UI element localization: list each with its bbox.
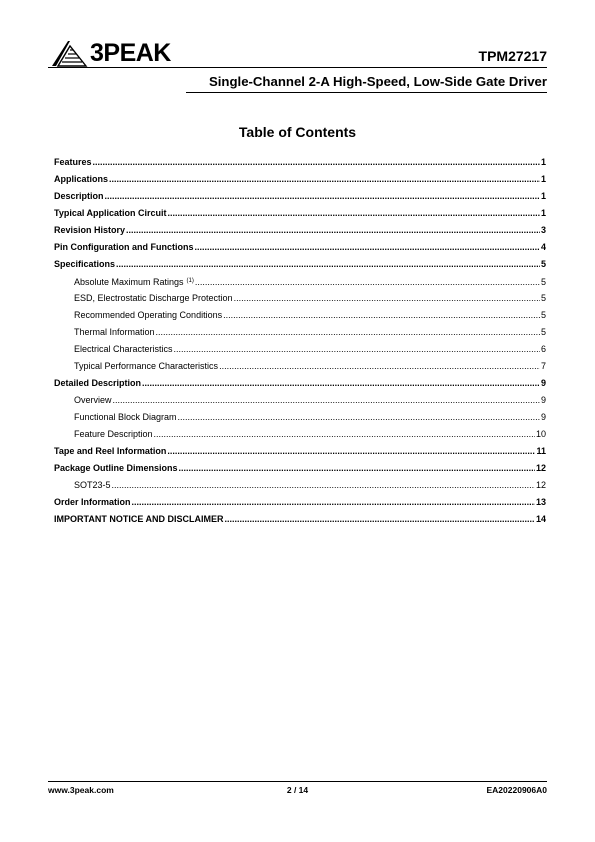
toc-entry-page[interactable]: 1 (540, 174, 546, 184)
toc-entry-text: ESD, Electrostatic Discharge Protection (74, 293, 233, 303)
toc-entry[interactable] (54, 341, 546, 358)
toc-entry-page[interactable]: 11 (536, 446, 546, 456)
toc-entry-text: Typical Performance Characteristics (74, 361, 219, 371)
toc-entry-label[interactable] (74, 341, 173, 358)
toc-entry-label[interactable] (54, 171, 108, 188)
toc-entry[interactable] (54, 392, 546, 409)
page-header (48, 34, 547, 94)
company-logo (50, 36, 171, 70)
toc-entry-label[interactable] (74, 290, 233, 307)
toc-entry-text: Electrical Characteristics (74, 344, 173, 354)
toc-entry-text: Specifications (54, 259, 116, 269)
document-title: Single-Channel 2-A High-Speed, Low-Side Gate Driver (208, 74, 547, 89)
toc-entry[interactable] (54, 494, 546, 511)
document-code: EA20220906A0 (486, 785, 547, 795)
toc-entry-page[interactable]: 5 (540, 327, 546, 337)
toc-entry-text: Features (54, 157, 92, 167)
dot-leader (156, 324, 540, 341)
toc-entry[interactable] (54, 188, 546, 205)
toc-entry[interactable] (54, 154, 546, 171)
toc-entry-label[interactable] (54, 375, 141, 392)
toc-entry-page[interactable]: 12 (535, 480, 546, 490)
toc-entry[interactable] (54, 307, 546, 324)
toc-entry-text: Description (54, 191, 104, 201)
toc-entry[interactable] (54, 477, 546, 494)
toc-entry[interactable] (54, 426, 546, 443)
toc-entry-page[interactable]: 5 (540, 293, 546, 303)
dot-leader (109, 171, 540, 188)
toc-entry-page[interactable]: 1 (540, 208, 546, 218)
toc-entry-label[interactable] (54, 222, 125, 239)
toc-entry-page[interactable]: 14 (535, 514, 546, 524)
dot-leader (219, 358, 540, 375)
dot-leader (179, 460, 535, 477)
page-footer (48, 781, 547, 801)
dot-leader (225, 511, 535, 528)
toc-entry-page[interactable]: 5 (540, 259, 546, 269)
toc-heading: Table of Contents (238, 124, 357, 140)
dot-leader (195, 239, 540, 256)
dot-leader (223, 307, 540, 324)
dot-leader (93, 154, 540, 171)
toc-entry[interactable] (54, 409, 546, 426)
toc-entry-page[interactable]: 13 (535, 497, 546, 507)
toc-entry-text: IMPORTANT NOTICE AND DISCLAIMER (54, 514, 224, 524)
toc-entry-text: SOT23-5 (74, 480, 111, 490)
part-number: TPM27217 (478, 48, 547, 64)
toc-entry-page[interactable]: 9 (540, 378, 546, 388)
toc-entry-page[interactable]: 3 (540, 225, 546, 235)
toc-entry-label[interactable] (74, 477, 111, 494)
toc-entry[interactable] (54, 443, 546, 460)
toc-entry-label[interactable] (54, 494, 131, 511)
toc-entry-label[interactable] (54, 443, 166, 460)
toc-entry-text: Detailed Description (54, 378, 142, 388)
toc-entry-label[interactable] (74, 324, 155, 341)
footer-divider (48, 781, 547, 782)
toc-entry-page[interactable]: 7 (540, 361, 546, 371)
dot-leader (154, 426, 535, 443)
toc-entry[interactable] (54, 239, 546, 256)
toc-entry-label[interactable] (74, 409, 177, 426)
toc-entry[interactable] (54, 205, 546, 222)
footer-website-link[interactable]: www.3peak.com (48, 785, 114, 795)
toc-entry-text: Feature Description (74, 429, 153, 439)
toc-entry-page[interactable]: 6 (540, 344, 546, 354)
toc-entry-label[interactable] (54, 154, 92, 171)
toc-entry-page[interactable]: 4 (540, 242, 546, 252)
toc-entry-text: Tape and Reel Information (54, 446, 167, 456)
toc-entry-text: Overview (74, 395, 112, 405)
toc-entry-label[interactable] (54, 239, 194, 256)
toc-entry-label[interactable] (74, 307, 222, 324)
logo-text: 3PEAK (90, 38, 171, 67)
toc-entry[interactable] (54, 324, 546, 341)
dot-leader (113, 392, 540, 409)
toc-entry[interactable] (54, 460, 546, 477)
toc-entry-page[interactable]: 5 (540, 310, 546, 320)
peak-logo-icon (50, 38, 88, 68)
toc-entry[interactable] (54, 375, 546, 392)
footnote-marker: (1) (186, 278, 194, 284)
dot-leader (178, 409, 540, 426)
toc-entry-label[interactable] (54, 511, 224, 528)
toc-entry[interactable] (54, 273, 546, 290)
toc-entry-label[interactable] (74, 273, 194, 291)
toc-entry[interactable] (54, 511, 546, 528)
toc-entry-page[interactable]: 1 (540, 157, 546, 167)
toc-entry-page[interactable]: 10 (535, 429, 546, 439)
dot-leader (167, 443, 535, 460)
toc-entry-text: Typical Application Circuit (54, 208, 167, 218)
dot-leader (234, 290, 540, 307)
toc-entry-page[interactable]: 1 (540, 191, 546, 201)
toc-entry-text: Functional Block Diagram (74, 412, 177, 422)
dot-leader (168, 205, 540, 222)
toc-entry[interactable] (54, 256, 546, 273)
header-divider (48, 67, 547, 68)
dot-leader (132, 494, 535, 511)
toc-entry[interactable] (54, 358, 546, 375)
toc-entry[interactable] (54, 290, 546, 307)
dot-leader (142, 375, 540, 392)
toc-entry-label[interactable] (54, 460, 178, 477)
toc-entry-label[interactable] (74, 392, 112, 409)
dot-leader (195, 274, 540, 291)
toc-entry-text: Pin Configuration and Functions (54, 242, 194, 252)
toc-entry[interactable] (54, 171, 546, 188)
toc-entry[interactable] (54, 222, 546, 239)
dot-leader (112, 477, 535, 494)
title-underline (186, 92, 547, 93)
toc-entry-page[interactable]: 9 (540, 395, 546, 405)
toc-entry-page[interactable]: 5 (540, 277, 546, 287)
dot-leader (116, 256, 540, 273)
toc-entry-text: Revision History (54, 225, 126, 235)
toc-entry-text: Thermal Information (74, 327, 155, 337)
toc-entry-page[interactable]: 12 (535, 463, 546, 473)
toc-entry-label[interactable] (74, 358, 218, 375)
toc-entry-label[interactable] (74, 426, 153, 443)
toc-entry-text: Order Information (54, 497, 131, 507)
dot-leader (105, 188, 540, 205)
toc-entry-label[interactable] (54, 256, 115, 273)
toc-entry-label[interactable] (54, 205, 167, 222)
toc-entry-text: Recommended Operating Conditions (74, 310, 223, 320)
dot-leader (126, 222, 540, 239)
table-of-contents (54, 154, 546, 528)
toc-entry-text: Package Outline Dimensions (54, 463, 178, 473)
dot-leader (174, 341, 540, 358)
page-number: 2 / 14 (286, 785, 309, 795)
toc-entry-label[interactable] (54, 188, 104, 205)
toc-entry-text: Absolute Maximum Ratings (74, 277, 184, 287)
toc-entry-text: Applications (54, 174, 109, 184)
toc-entry-page[interactable]: 9 (540, 412, 546, 422)
